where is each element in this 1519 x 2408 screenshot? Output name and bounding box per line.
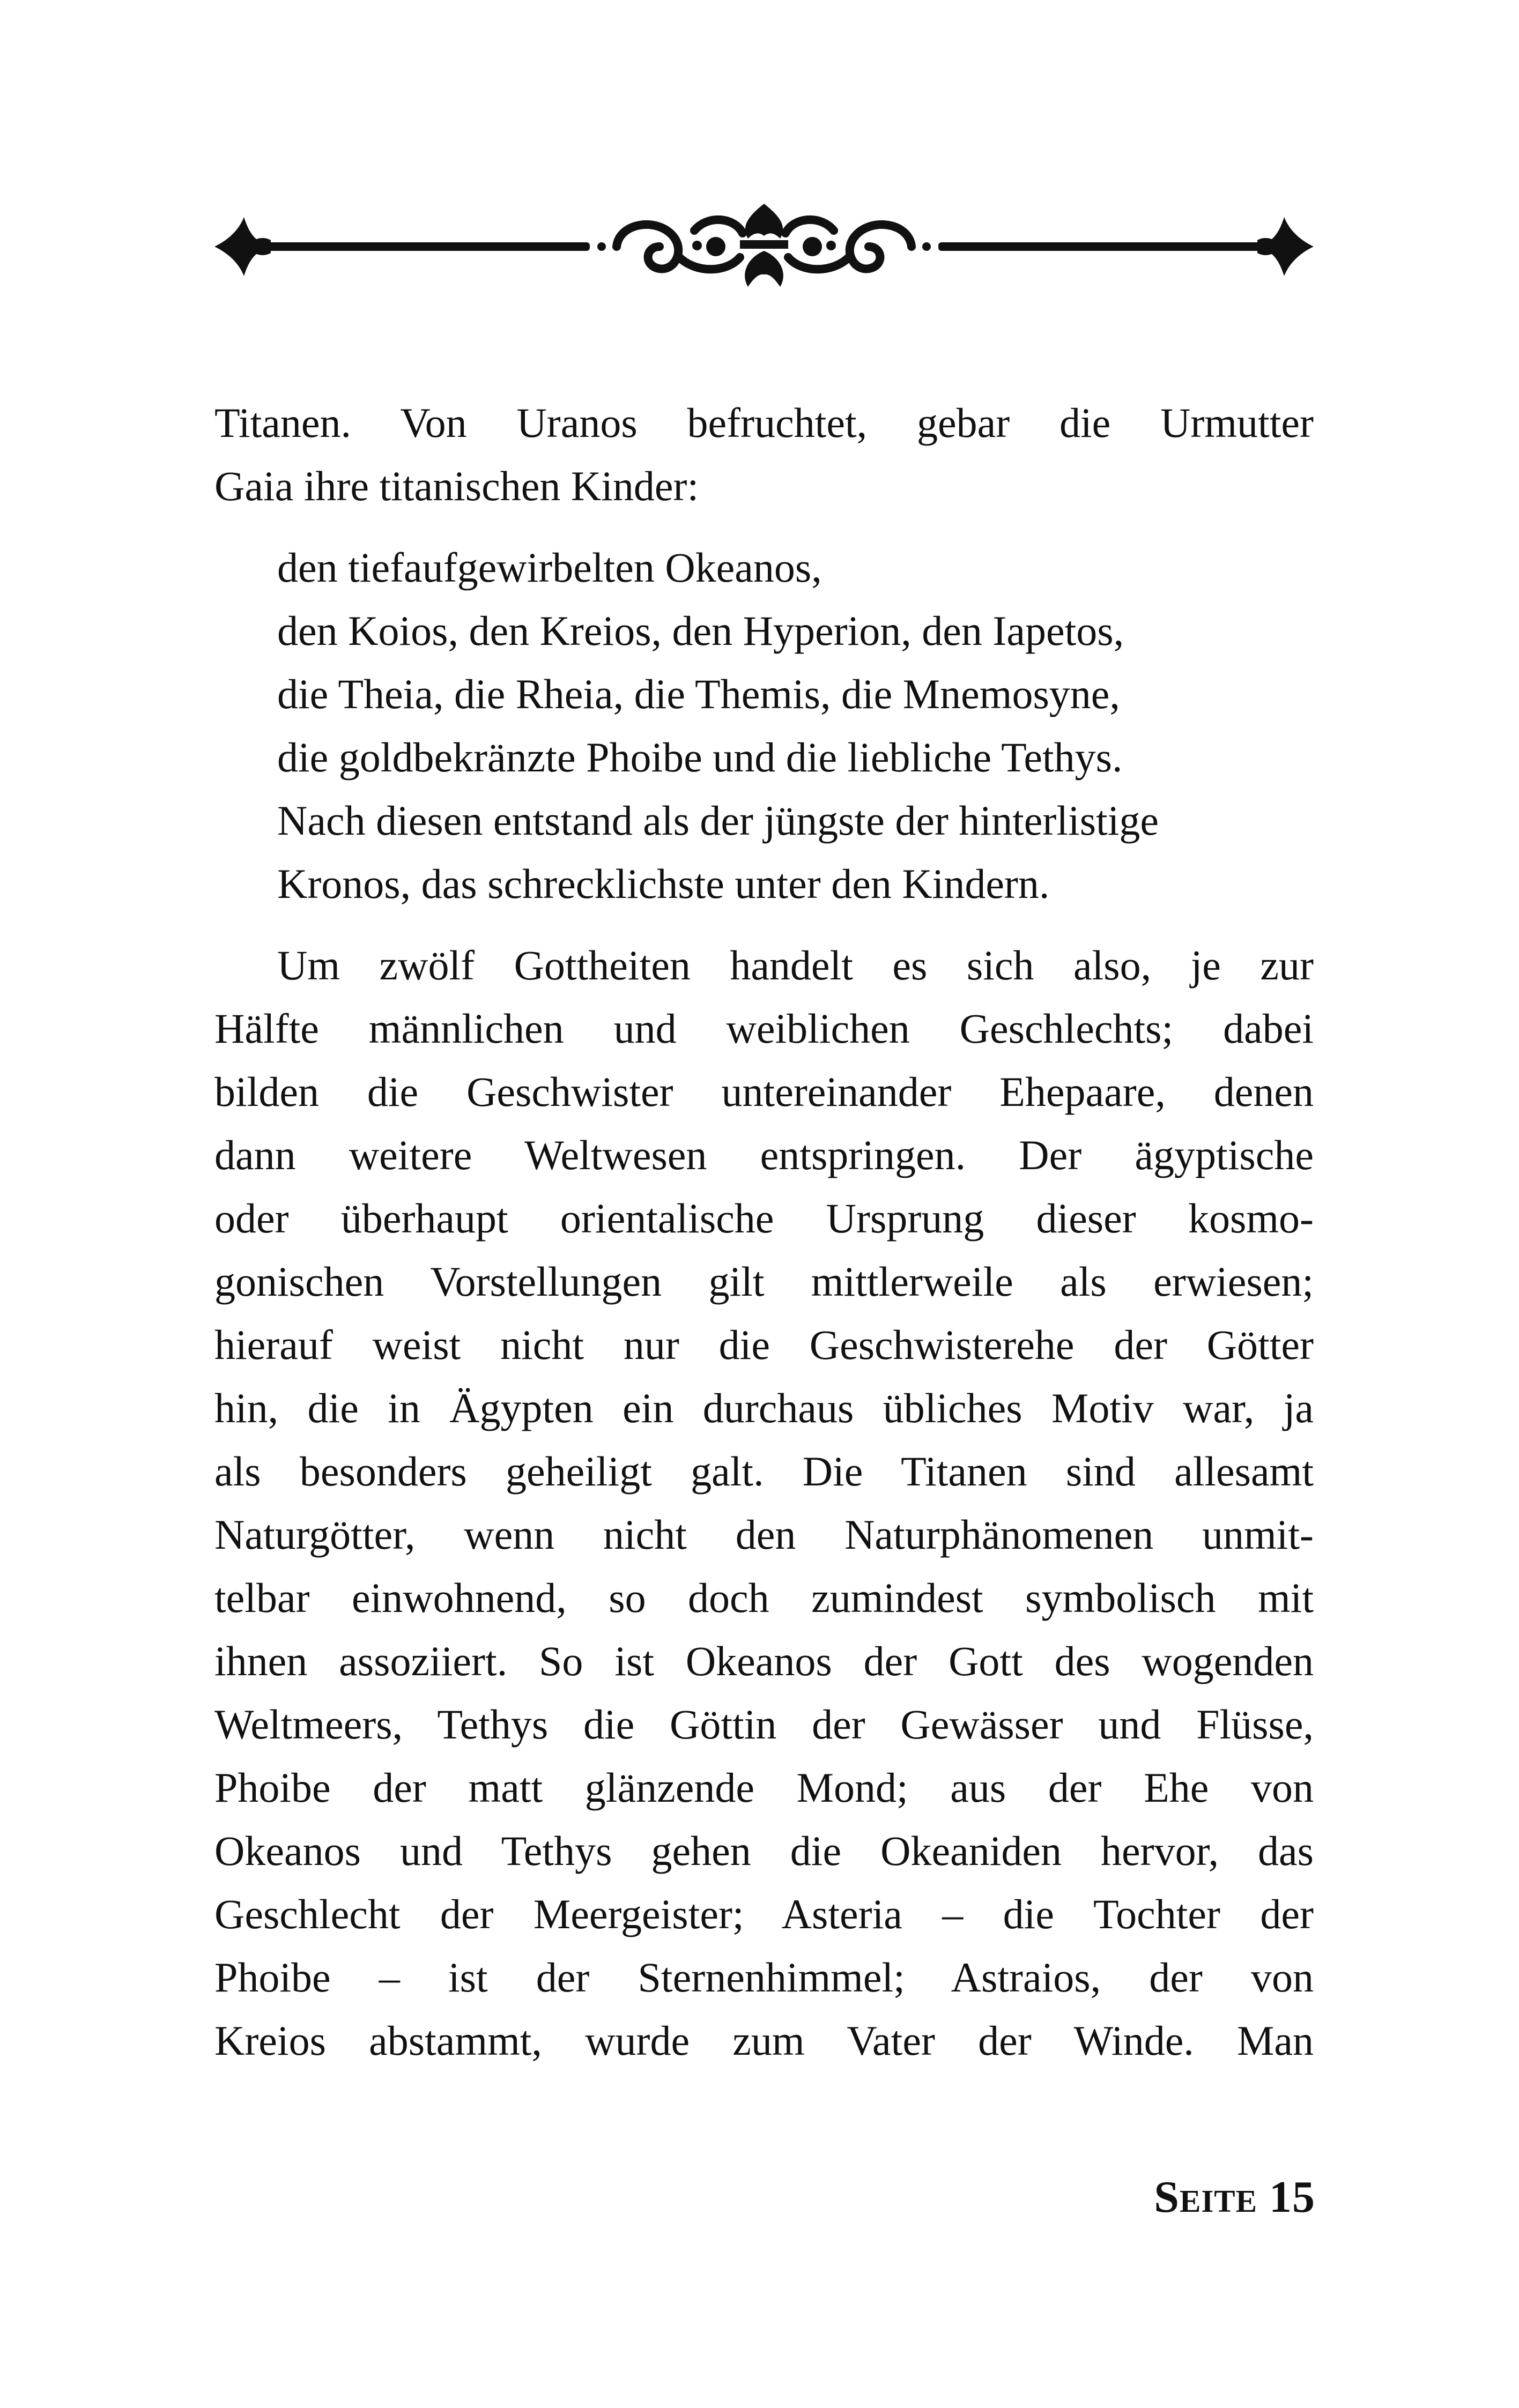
text-line: Gaia ihre titanischen Kinder: (214, 463, 699, 509)
text-line: Geschlecht der Meergeister; Asteria – die Tochter der (214, 1891, 1314, 1937)
text-line: telbar einwohnend, so doch zumindest symbolisch mit (214, 1574, 1314, 1621)
text-line: als besonders geheiligt galt. Die Titanen sind allesamt (214, 1448, 1314, 1495)
text-line: bilden die Geschwister untereinander Ehepaare, denen (214, 1068, 1314, 1115)
text-line: hierauf weist nicht nur die Geschwisterehe der Götter (214, 1321, 1314, 1368)
verse-line: den Koios, den Kreios, den Hyperion, den Iapetos, (277, 607, 1124, 654)
text-line: dann weitere Weltwesen entspringen. Der ägyptische (214, 1132, 1314, 1178)
text-line: Okeanos und Tethys gehen die Okeaniden hervor, das (214, 1827, 1314, 1874)
verse-line: die Theia, die Rheia, die Themis, die Mnemosyne, (277, 671, 1120, 717)
text-line: Phoibe – ist der Sternenhimmel; Astraios, der von (214, 1954, 1314, 2001)
verse-quotation (277, 536, 1314, 916)
intro-paragraph (214, 391, 1314, 518)
verse-line: Nach diesen entstand als der jüngste der hinterlistige (277, 797, 1159, 844)
text-line: Hälfte männlichen und weiblichen Geschlechts; dabei (214, 1005, 1314, 1052)
body-paragraph (214, 934, 1314, 2072)
text-line: Kreios abstammt, wurde zum Vater der Winde. Man (214, 2017, 1314, 2064)
text-line: Titanen. Von Uranos befruchtet, gebar die Urmutter (214, 399, 1314, 446)
text-line: ihnen assoziiert. So ist Okeanos der Gott des wogenden (214, 1638, 1314, 1684)
text-line: Naturgötter, wenn nicht den Naturphänomenen unmit- (214, 1511, 1314, 1558)
verse-line: Kronos, das schrecklichste unter den Kindern. (277, 860, 1050, 907)
text-line: oder überhaupt orientalische Ursprung dieser kosmo- (214, 1195, 1314, 1242)
verse-line: die goldbekränzte Phoibe und die liebliche Tethys. (277, 734, 1123, 781)
text-line: Weltmeers, Tethys die Göttin der Gewässer und Flüsse, (214, 1701, 1314, 1748)
text-line: Um zwölf Gottheiten handelt es sich also, je zur (277, 942, 1314, 989)
flourish-divider-icon (212, 193, 1316, 300)
verse-line: den tiefaufgewirbelten Okeanos, (277, 544, 822, 591)
page-number (1154, 2171, 1315, 2223)
text-line: Phoibe der matt glänzende Mond; aus der Ehe von (214, 1764, 1314, 1811)
text-line: hin, die in Ägypten ein durchaus übliches Motiv war, ja (214, 1385, 1314, 1431)
page-label: Seite (1154, 2172, 1257, 2222)
page-number-value: 15 (1269, 2172, 1315, 2222)
page-body (214, 391, 1314, 2072)
text-line: gonischen Vorstellungen gilt mittlerweile als erwiesen; (214, 1258, 1314, 1305)
